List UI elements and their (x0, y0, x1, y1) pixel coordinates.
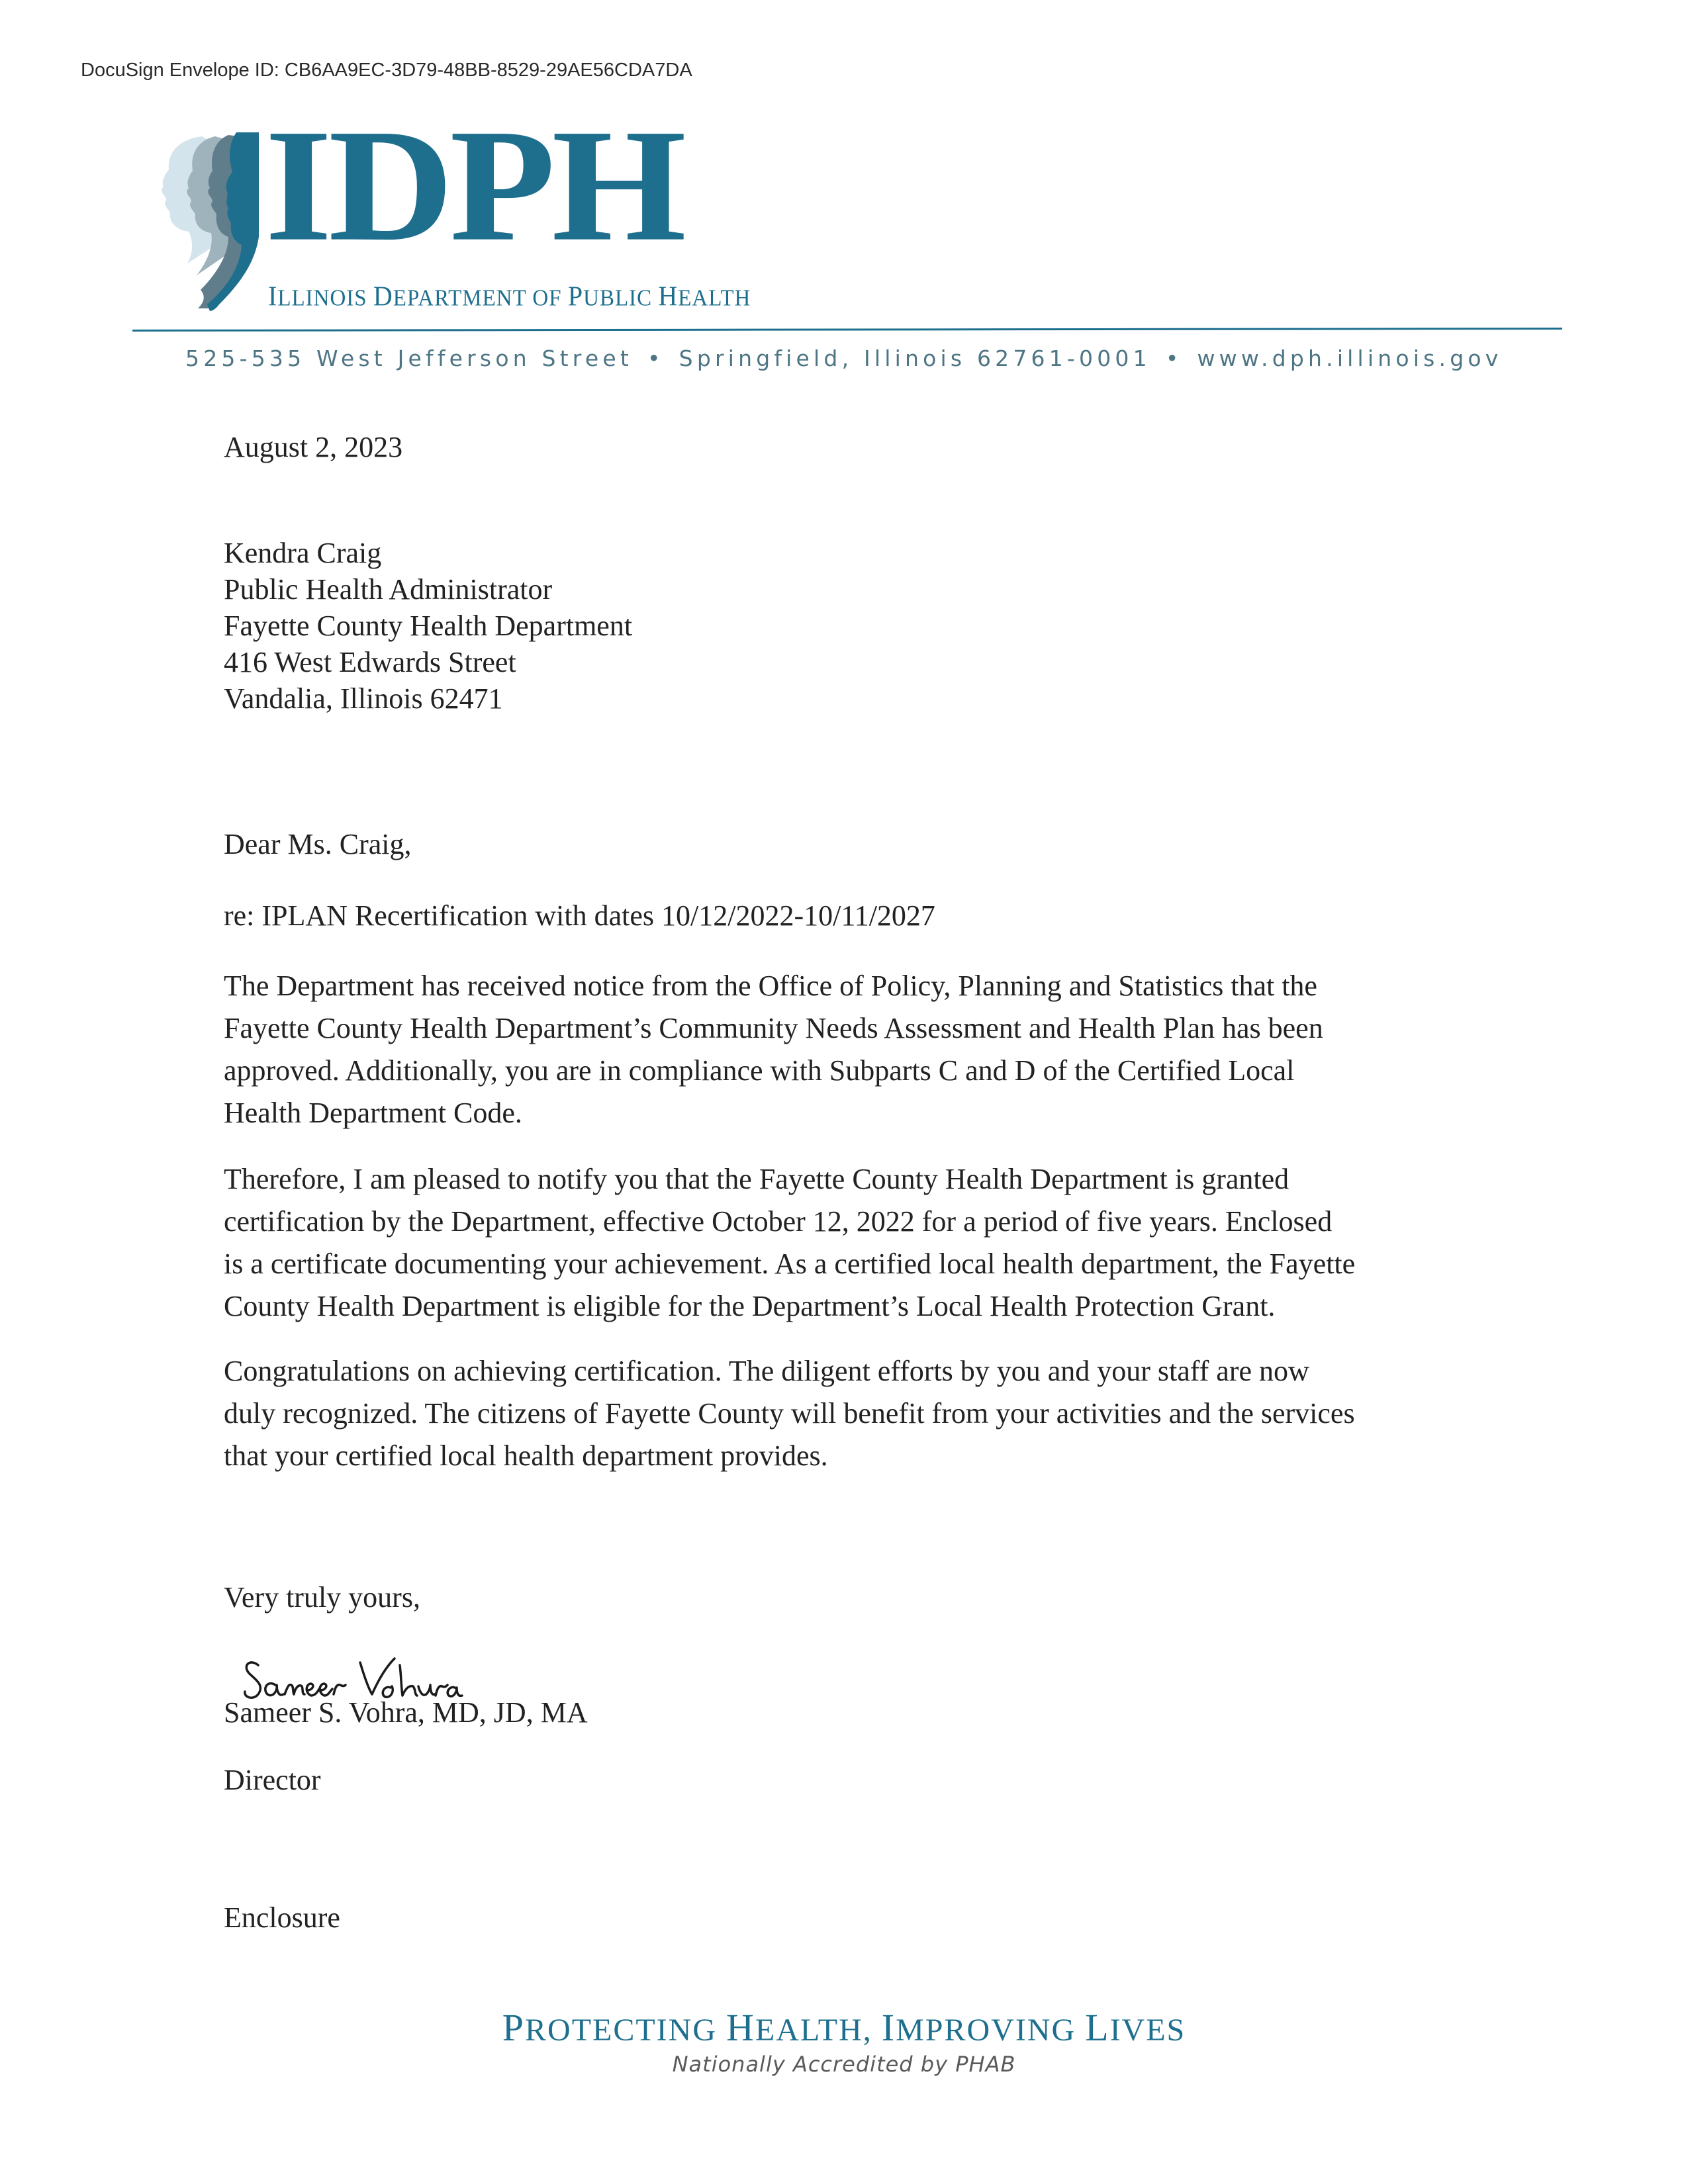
paragraph-line: Therefore, I am pleased to notify you that the Fayette County Health Department is granted (224, 1163, 1289, 1195)
paragraph-line: Congratulations on achieving certification. The diligent efforts by you and your staff are now (224, 1355, 1309, 1387)
signer-name: Sameer S. Vohra, MD, JD, MA (224, 1696, 588, 1729)
letter-date: August 2, 2023 (224, 431, 403, 463)
separator-dot: • (1165, 345, 1183, 371)
department-name: ILLINOIS DEPARTMENT OF PUBLIC HEALTH (268, 280, 751, 312)
paragraph-line: Health Department Code. (224, 1097, 522, 1129)
paragraph-line: The Department has received notice from the Office of Policy, Planning and Statistics that the (224, 970, 1317, 1002)
paragraph-line: certification by the Department, effective October 12, 2022 for a period of five years. Enclosed (224, 1205, 1333, 1238)
letterhead-address (185, 345, 1503, 371)
recipient-title: Public Health Administrator (224, 573, 553, 606)
closing: Very truly yours, (224, 1581, 420, 1614)
separator-dot: • (647, 345, 665, 371)
signer-title: Director (224, 1764, 321, 1796)
city-address: Springfield, Illinois 62761-0001 (679, 345, 1151, 371)
paragraph-1 (224, 965, 1548, 1134)
subject-line: re: IPLAN Recertification with dates 10/12/2022-10/11/2027 (224, 899, 935, 932)
street-address: 525-535 West Jefferson Street (185, 345, 633, 371)
idph-logo-icon (129, 131, 261, 313)
paragraph-line: that your certified local health department provides. (224, 1439, 828, 1472)
paragraph-2 (224, 1158, 1548, 1328)
paragraph-line: Fayette County Health Department’s Community Needs Assessment and Health Plan has been (224, 1012, 1323, 1044)
paragraph-line: duly recognized. The citizens of Fayette County will benefit from your activities and the services (224, 1397, 1355, 1430)
salutation: Dear Ms. Craig, (224, 828, 412, 860)
enclosure-note: Enclosure (224, 1901, 340, 1934)
recipient-organization: Fayette County Health Department (224, 610, 633, 642)
letterhead-divider (132, 328, 1562, 332)
paragraph-line: approved. Additionally, you are in compliance with Subparts C and D of the Certified Local (224, 1054, 1295, 1087)
footer-motto: PROTECTING HEALTH, IMPROVING LIVES (502, 2006, 1186, 2049)
recipient-name: Kendra Craig (224, 537, 382, 569)
paragraph-line: is a certificate documenting your achievement. As a certified local health department, the Fayette (224, 1248, 1356, 1280)
docusign-envelope-id: DocuSign Envelope ID: CB6AA9EC-3D79-48BB-8529-29AE56CDA7DA (81, 60, 692, 81)
website-link[interactable]: www.dph.illinois.gov (1197, 345, 1503, 371)
paragraph-line: County Health Department is eligible for the Department’s Local Health Protection Grant. (224, 1290, 1276, 1322)
recipient-address (224, 535, 632, 717)
recipient-city: Vandalia, Illinois 62471 (224, 682, 503, 715)
idph-logo-text: IDPH (265, 95, 682, 275)
footer-accreditation: Nationally Accredited by PHAB (672, 2052, 1016, 2077)
paragraph-3 (224, 1350, 1548, 1477)
recipient-street: 416 West Edwards Street (224, 646, 516, 678)
